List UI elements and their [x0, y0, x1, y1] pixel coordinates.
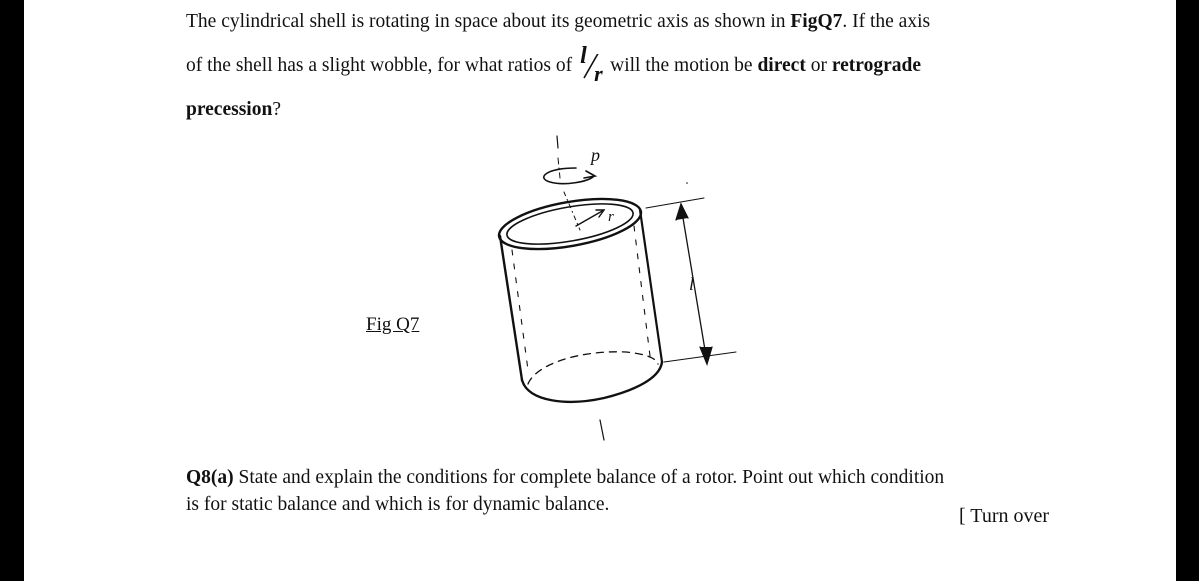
- bottom-rim-front: [522, 362, 662, 402]
- top-rim-outer: [495, 190, 644, 258]
- stray-dot: [686, 182, 688, 184]
- term-retrograde: retrograde: [831, 55, 921, 76]
- ratio-denominator: r: [594, 61, 603, 86]
- cylinder-right-side: [640, 210, 662, 362]
- dimension-arrowhead-top-icon: [676, 204, 688, 220]
- ratio-numerator: l: [580, 43, 587, 69]
- label-p: p: [591, 145, 600, 165]
- spin-arrowhead-icon: [584, 171, 595, 178]
- bottom-rim-hidden: [528, 352, 658, 384]
- turn-over-note: [ Turn over: [959, 505, 1050, 527]
- radius-line: [576, 210, 604, 226]
- top-rim-inner: [504, 196, 636, 252]
- extension-line-bottom: [664, 352, 736, 362]
- q7-line-2-start: of the shell has a slight wobble, for what ratios of: [186, 55, 573, 76]
- q7-line-1-end: . If the axis: [842, 11, 931, 32]
- q8-line-2: is for static balance and which is for dynamic balance.: [186, 494, 610, 515]
- axis-top-mark: [557, 136, 558, 148]
- cylinder-left-side: [500, 236, 522, 380]
- q7-line-3-end: ?: [272, 99, 281, 120]
- figure-caption: Fig Q7: [366, 314, 420, 335]
- fig-reference: FigQ7: [790, 11, 843, 32]
- term-precession: precession: [186, 99, 273, 120]
- hidden-left-edge: [512, 250, 528, 370]
- spin-arrow: [544, 168, 594, 184]
- label-l: l: [689, 274, 695, 294]
- q7-line-2-mid: will the motion be: [610, 55, 758, 76]
- document-sheet: [24, 0, 1176, 581]
- axis-upper: [558, 158, 560, 178]
- q8-line-1: [186, 466, 944, 490]
- q7-line-2-or: or: [805, 55, 832, 76]
- term-direct: direct: [757, 55, 806, 76]
- label-r: r: [608, 209, 614, 225]
- q8-line-1-rest: State and explain the conditions for complete balance of a rotor. Point out which condition: [233, 467, 945, 488]
- cylinder-figure: [24, 0, 1176, 460]
- hidden-right-edge: [634, 226, 650, 356]
- q7-line-1-start: The cylindrical shell is rotating in space about its geometric axis as shown in: [186, 11, 791, 32]
- q8-label: Q8(a): [186, 467, 234, 488]
- extension-line-top: [646, 198, 704, 208]
- axis-bottom-mark: [600, 420, 604, 440]
